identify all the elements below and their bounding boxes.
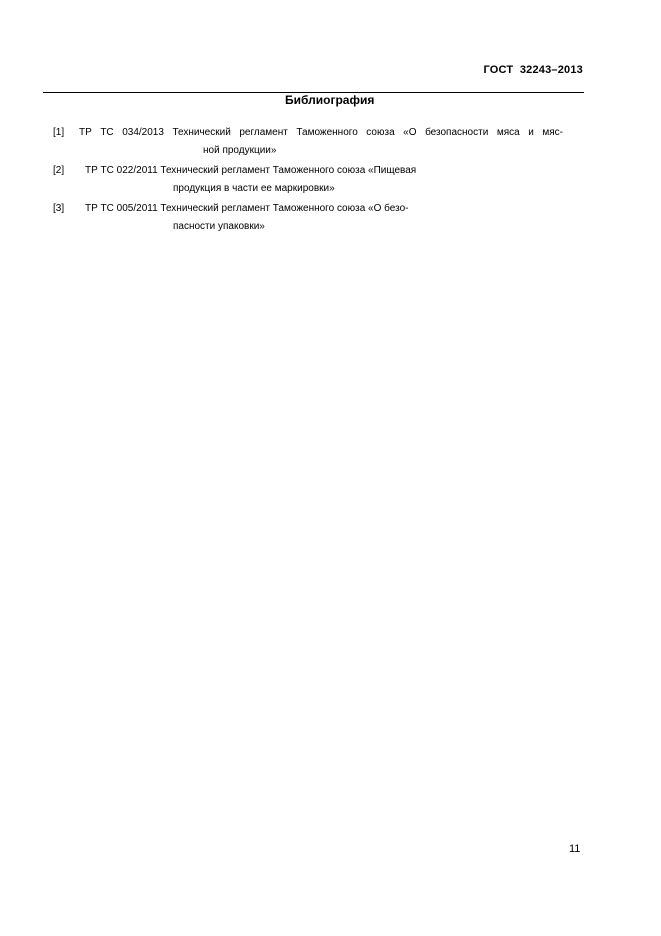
entry-text-line-2: ной продукции» xyxy=(203,145,277,156)
entry-text-line-1: ТР ТС 005/2011 Технический регламент Таможенного союза «О безо- xyxy=(85,203,409,214)
document-code: ГОСТ 32243–2013 xyxy=(483,64,583,76)
page-number: 11 xyxy=(569,843,581,855)
entry-text-line-1: ТР ТС 034/2013 Технический регламент Таможенного союза «О безопасности мяса и мяс- xyxy=(79,127,563,138)
entry-text-line-1: ТР ТС 022/2011 Технический регламент Таможенного союза «Пищевая xyxy=(85,165,417,176)
entry-number: [2] xyxy=(53,165,65,176)
entry-number: [3] xyxy=(53,203,65,214)
entry-text-line-2: продукция в части ее маркировки» xyxy=(173,183,335,194)
entry-number: [1] xyxy=(53,127,65,138)
section-title: Библиография xyxy=(285,93,375,107)
entry-text-line-2: пасности упаковки» xyxy=(173,221,265,232)
